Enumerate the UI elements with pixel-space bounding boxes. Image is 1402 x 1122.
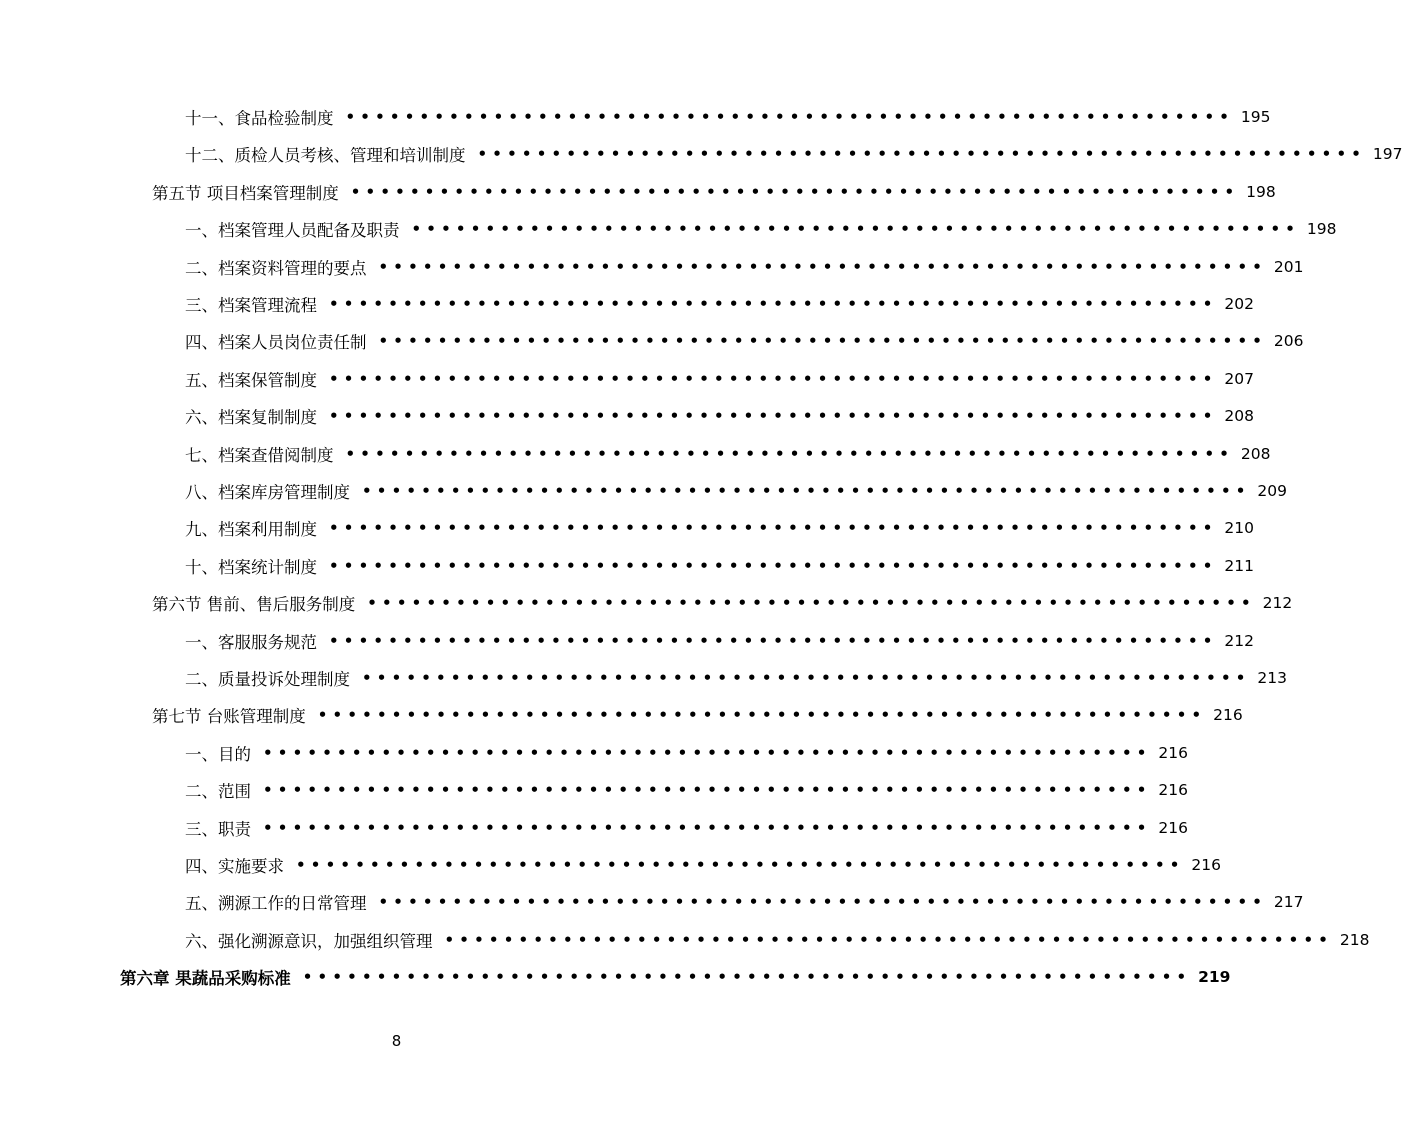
toc-entry-title: 三、档案管理流程 — [185, 296, 317, 315]
toc-entry-title: 一、客服服务规范 — [185, 632, 317, 652]
toc-entry-page: 213 — [1257, 669, 1287, 687]
toc-entry-title: 五、溯源工作的日常管理 — [185, 894, 367, 914]
toc-entry[interactable] — [185, 139, 1402, 169]
toc-leader-dots: • • • • • • • • • • • • • • • • • • • • • • • • • • • • • • • • • • • • • • • • • • • • • • • • • • • • • • • • • • • • — [329, 407, 1213, 426]
toc-entry[interactable] — [185, 663, 1287, 693]
toc-leader-dots: • • • • • • • • • • • • • • • • • • • • • • • • • • • • • • • • • • • • • • • • • • • • • • • • • • • • • • • • • • • • — [367, 594, 1251, 613]
toc-entry-page: 216 — [1158, 818, 1188, 837]
toc-entry-title: 十、档案统计制度 — [185, 557, 317, 577]
toc-leader-dots: • • • • • • • • • • • • • • • • • • • • • • • • • • • • • • • • • • • • • • • • • • • • • • • • • • • • • • • • • • • • — [263, 781, 1147, 800]
toc-leader-dots: • • • • • • • • • • • • • • • • • • • • • • • • • • • • • • • • • • • • • • • • • • • • • • • • • • • • • • • • • • • • — [362, 669, 1246, 687]
toc-entry-page: 197 — [1372, 145, 1402, 164]
toc-entry[interactable] — [152, 700, 1243, 730]
toc-entry-page: 211 — [1224, 556, 1254, 575]
toc-leader-dots: • • • • • • • • • • • • • • • • • • • • • • • • • • • • • • • • • • • • • • • • • • • • • • • • • • • • • • • • • • • • — [378, 257, 1262, 276]
toc-entry-page: 198 — [1246, 182, 1276, 201]
toc-entry[interactable] — [185, 813, 1188, 843]
toc-leader-dots: • • • • • • • • • • • • • • • • • • • • • • • • • • • • • • • • • • • • • • • • • • • • • • • • • • • • • • • • • • • • — [378, 332, 1262, 351]
toc-entry[interactable] — [185, 887, 1304, 917]
toc-entry-page: 202 — [1224, 295, 1254, 313]
toc-entry-title: 九、档案利用制度 — [185, 520, 317, 540]
toc-entry-page: 208 — [1224, 407, 1254, 426]
toc-leader-dots: • • • • • • • • • • • • • • • • • • • • • • • • • • • • • • • • • • • • • • • • • • • • • • • • • • • • • • • • • • • • — [329, 369, 1213, 388]
toc-entry-title: 五、档案保管制度 — [185, 370, 317, 390]
toc-leader-dots: • • • • • • • • • • • • • • • • • • • • • • • • • • • • • • • • • • • • • • • • • • • • • • • • • • • • • • • • • • • • — [378, 893, 1262, 912]
toc-entry-title: 二、质量投诉处理制度 — [185, 670, 350, 689]
toc-entry-page: 209 — [1257, 482, 1287, 500]
toc-entry-page: 195 — [1240, 108, 1271, 126]
toc-leader-dots: • • • • • • • • • • • • • • • • • • • • • • • • • • • • • • • • • • • • • • • • • • • • • • • • • • • • • • • • • • • • — [329, 631, 1213, 650]
toc-entry-page: 216 — [1213, 706, 1243, 725]
toc-entry[interactable] — [185, 513, 1254, 543]
toc-leader-dots: • • • • • • • • • • • • • • • • • • • • • • • • • • • • • • • • • • • • • • • • • • • • • • • • • • • • • • • • • • • • — [350, 182, 1235, 201]
toc-leader-dots: • • • • • • • • • • • • • • • • • • • • • • • • • • • • • • • • • • • • • • • • • • • • • • • • • • • • • • • • • • • • — [263, 743, 1147, 762]
toc-entry-title: 十一、食品检验制度 — [185, 109, 334, 128]
toc-entry-page: 216 — [1158, 781, 1188, 800]
toc-entry-title: 十二、质检人员考核、管理和培训制度 — [185, 146, 466, 166]
toc-entry-title: 第七节 台账管理制度 — [152, 707, 306, 727]
toc-entry[interactable] — [185, 364, 1254, 394]
toc-entry-page: 216 — [1191, 856, 1221, 874]
toc-entry-page: 210 — [1224, 519, 1254, 538]
toc-entry[interactable] — [185, 925, 1370, 955]
toc-leader-dots: • • • • • • • • • • • • • • • • • • • • • • • • • • • • • • • • • • • • • • • • • • • • • • • • • • • • • • • • • • • • — [329, 519, 1213, 538]
toc-entry-title: 六、强化溯源意识，加强组织管理 — [185, 931, 433, 951]
toc-entry-page: 208 — [1240, 444, 1271, 463]
toc-entry-title: 六、档案复制制度 — [185, 408, 317, 428]
toc-entry[interactable] — [185, 476, 1287, 506]
toc-entry-title: 四、档案人员岗位责任制 — [185, 333, 367, 353]
toc-entry[interactable] — [120, 962, 1231, 992]
toc-leader-dots: • • • • • • • • • • • • • • • • • • • • • • • • • • • • • • • • • • • • • • • • • • • • • • • • • • • • • • • • • • • • — [329, 295, 1213, 313]
toc-entry[interactable] — [185, 775, 1188, 805]
toc-leader-dots: • • • • • • • • • • • • • • • • • • • • • • • • • • • • • • • • • • • • • • • • • • • • • • • • • • • • • • • • • • • • — [302, 968, 1187, 987]
toc-entry[interactable] — [152, 588, 1293, 618]
toc-entry-page: 212 — [1262, 594, 1293, 613]
toc-entry-page: 216 — [1158, 743, 1188, 762]
toc-entry-page: 206 — [1273, 332, 1304, 351]
toc-entry[interactable] — [185, 738, 1188, 768]
toc-leader-dots: • • • • • • • • • • • • • • • • • • • • • • • • • • • • • • • • • • • • • • • • • • • • • • • • • • • • • • • • • • • • — [317, 706, 1202, 725]
toc-entry[interactable] — [185, 626, 1254, 656]
toc-entry[interactable] — [185, 252, 1304, 282]
toc-entry-title: 二、范围 — [185, 782, 251, 802]
toc-leader-dots: • • • • • • • • • • • • • • • • • • • • • • • • • • • • • • • • • • • • • • • • • • • • • • • • • • • • • • • • • • • • — [329, 556, 1213, 575]
toc-entry-page: 207 — [1224, 369, 1254, 388]
toc-entry[interactable] — [185, 551, 1254, 581]
toc-leader-dots: • • • • • • • • • • • • • • • • • • • • • • • • • • • • • • • • • • • • • • • • • • • • • • • • • • • • • • • • • • • • — [296, 856, 1180, 874]
toc-leader-dots: • • • • • • • • • • • • • • • • • • • • • • • • • • • • • • • • • • • • • • • • • • • • • • • • • • • • • • • • • • • • — [444, 930, 1328, 949]
toc-entry-title: 七、档案查借阅制度 — [185, 445, 334, 465]
toc-entry[interactable] — [185, 289, 1254, 319]
toc-entry[interactable] — [152, 177, 1276, 207]
toc-entry-title: 第六节 售前、售后服务制度 — [152, 595, 356, 615]
toc-entry[interactable] — [185, 439, 1271, 469]
toc-entry-title: 第六章 果蔬品采购标准 — [120, 969, 291, 989]
toc-entry[interactable] — [185, 102, 1271, 132]
toc-entry-page: 218 — [1339, 930, 1370, 949]
toc-entry-title: 第五节 项目档案管理制度 — [152, 183, 339, 203]
toc-leader-dots: • • • • • • • • • • • • • • • • • • • • • • • • • • • • • • • • • • • • • • • • • • • • • • • • • • • • • • • • • • • • — [345, 108, 1229, 126]
toc-leader-dots: • • • • • • • • • • • • • • • • • • • • • • • • • • • • • • • • • • • • • • • • • • • • • • • • • • • • • • • • • • • • — [263, 818, 1147, 837]
toc-entry-page: 212 — [1224, 631, 1254, 650]
toc-entry-page: 201 — [1273, 257, 1304, 276]
toc-leader-dots: • • • • • • • • • • • • • • • • • • • • • • • • • • • • • • • • • • • • • • • • • • • • • • • • • • • • • • • • • • • • — [477, 145, 1361, 164]
page-number: 8 — [391, 1032, 402, 1050]
toc-entry-title: 二、档案资料管理的要点 — [185, 258, 367, 278]
toc-entry[interactable] — [185, 401, 1254, 431]
toc-entry-title: 四、实施要求 — [185, 857, 284, 876]
toc-entry-title: 八、档案库房管理制度 — [185, 483, 350, 502]
toc-entry[interactable] — [185, 850, 1221, 880]
toc-entry-page: 219 — [1198, 968, 1231, 987]
toc-entry-page: 198 — [1306, 220, 1337, 239]
toc-entry-page: 217 — [1273, 893, 1304, 912]
toc-entry-title: 一、档案管理人员配备及职责 — [185, 221, 400, 241]
toc-entry-title: 一、目的 — [185, 744, 251, 764]
toc-entry-title: 三、职责 — [185, 819, 251, 839]
toc-leader-dots: • • • • • • • • • • • • • • • • • • • • • • • • • • • • • • • • • • • • • • • • • • • • • • • • • • • • • • • • • • • • — [345, 444, 1229, 463]
toc-entry[interactable] — [185, 326, 1304, 356]
toc-entry[interactable] — [185, 214, 1337, 244]
toc-leader-dots: • • • • • • • • • • • • • • • • • • • • • • • • • • • • • • • • • • • • • • • • • • • • • • • • • • • • • • • • • • • • — [411, 220, 1295, 239]
toc-leader-dots: • • • • • • • • • • • • • • • • • • • • • • • • • • • • • • • • • • • • • • • • • • • • • • • • • • • • • • • • • • • • — [362, 482, 1246, 500]
